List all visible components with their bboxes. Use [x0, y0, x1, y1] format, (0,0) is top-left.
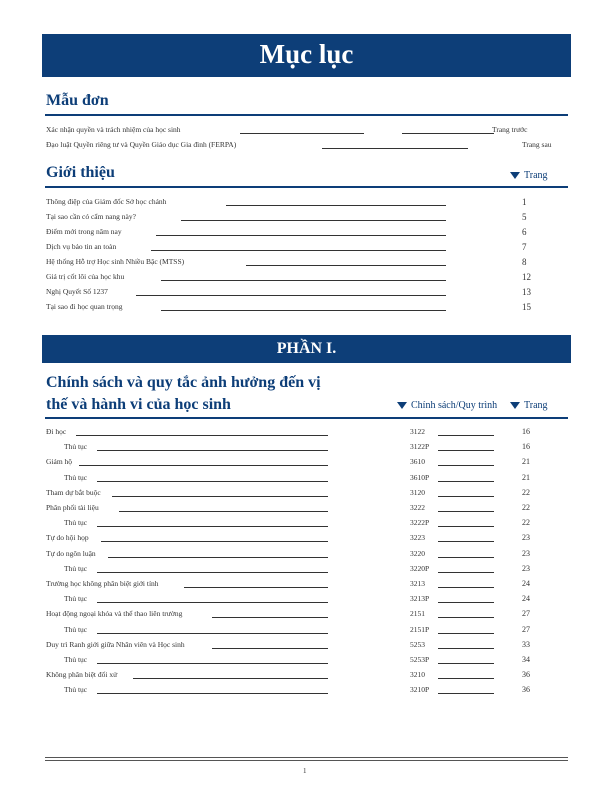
policy-page: 33: [522, 640, 530, 649]
intro-row-label: Hệ thống Hỗ trợ Học sinh Nhiều Bậc (MTSS): [46, 257, 185, 266]
policy-code: 3213P: [410, 594, 430, 603]
policy-row[interactable]: [46, 684, 566, 696]
policy-row-label: Phân phối tài liệu: [46, 503, 99, 512]
policy-code: 3210P: [410, 685, 430, 694]
part1-banner: [42, 335, 571, 363]
forms-row[interactable]: [46, 124, 566, 136]
leader-line: [438, 617, 494, 618]
leader-line: [438, 481, 494, 482]
leader-line: [101, 541, 328, 542]
leader-line: [136, 295, 446, 296]
policy-code: 3223: [410, 533, 425, 542]
policy-row-label: Tham dự bắt buộc: [46, 488, 101, 497]
leader-line: [112, 496, 328, 497]
forms-row-page: Trang trước: [492, 125, 528, 134]
leader-line: [226, 205, 446, 206]
leader-line: [97, 526, 328, 527]
policy-code: 2151: [410, 609, 425, 618]
policy-row[interactable]: [46, 578, 566, 590]
policy-row[interactable]: [46, 456, 566, 468]
intro-divider: [45, 186, 568, 188]
policy-page: 22: [522, 503, 530, 512]
policy-page: 23: [522, 549, 530, 558]
policy-page: 22: [522, 488, 530, 497]
leader-line: [184, 587, 328, 588]
policy-page: 36: [522, 685, 530, 694]
intro-row-label: Thông điệp của Giám đốc Sở học chánh: [46, 197, 167, 206]
policy-row-label: Không phân biệt đối xử: [46, 670, 118, 679]
forms-row-label: Xác nhận quyền và trách nhiệm của học sinh: [46, 125, 181, 134]
leader-line: [438, 496, 494, 497]
leader-line: [151, 250, 446, 251]
policy-row[interactable]: [46, 426, 566, 438]
policy-row[interactable]: [46, 624, 566, 636]
forms-heading: Mẫu đơn: [46, 92, 109, 109]
policy-code: 5253P: [410, 655, 430, 664]
leader-line: [438, 541, 494, 542]
policy-row[interactable]: [46, 548, 566, 560]
policy-row[interactable]: [46, 532, 566, 544]
leader-line: [438, 450, 494, 451]
intro-row[interactable]: [46, 286, 566, 298]
policy-code: 5253: [410, 640, 425, 649]
policy-page: 23: [522, 564, 530, 573]
policy-procedure-label: Thủ tục: [64, 685, 88, 694]
leader-line: [79, 465, 328, 466]
intro-row-page: 5: [522, 212, 527, 222]
policy-page: 21: [522, 473, 530, 482]
intro-row-page: 15: [522, 302, 531, 312]
policy-procedure-label: Thủ tục: [64, 518, 88, 527]
leader-line: [181, 220, 446, 221]
leader-line: [438, 602, 494, 603]
policy-procedure-label: Thủ tục: [64, 655, 88, 664]
policy-code: 3120: [410, 488, 425, 497]
part1-heading-line1: Chính sách và quy tắc ảnh hưởng đến vị: [46, 374, 321, 391]
policy-row-label: Hoạt động ngoại khóa và thể thao liên trường: [46, 609, 183, 618]
page-number: 1: [303, 767, 307, 775]
leader-line: [438, 587, 494, 588]
leader-line: [108, 557, 328, 558]
policy-row-label: Đi học: [46, 427, 67, 436]
part1-banner-label: PHẦN I.: [276, 340, 337, 357]
policy-procedure-label: Thủ tục: [64, 442, 88, 451]
policy-row[interactable]: [46, 487, 566, 499]
policy-code: 3610P: [410, 473, 430, 482]
policy-page: 16: [522, 427, 530, 436]
leader-line: [246, 265, 446, 266]
leader-line: [119, 511, 328, 512]
leader-line: [212, 648, 328, 649]
policy-page: 22: [522, 518, 530, 527]
policy-col: [397, 400, 497, 411]
intro-row-page: 6: [522, 227, 527, 237]
intro-row-label: Nghị Quyết Số 1237: [46, 287, 108, 296]
part1-heading: [46, 372, 346, 416]
policy-row-label: Duy trì Ranh giới giữa Nhân viên và Học sinh: [46, 640, 185, 649]
title-banner: [42, 34, 571, 77]
intro-row-label: Điểm mới trong năm nay: [46, 227, 122, 236]
leader-line: [438, 663, 494, 664]
intro-row[interactable]: [46, 196, 566, 208]
policy-procedure-label: Thủ tục: [64, 594, 88, 603]
intro-heading: Giới thiệu: [46, 164, 115, 181]
policy-code: 2151P: [410, 625, 430, 634]
triangle-down-icon: [397, 402, 407, 409]
policy-row-label: Trường học không phân biệt giới tính: [46, 579, 159, 588]
leader-line: [97, 481, 328, 482]
leader-line: [438, 648, 494, 649]
policy-page: 34: [522, 655, 530, 664]
policy-row[interactable]: [46, 669, 566, 681]
leader-line: [438, 465, 494, 466]
forms-row-page: Trang sau: [522, 140, 552, 149]
policy-row[interactable]: [46, 654, 566, 666]
intro-row-label: Tại sao đi học quan trọng: [46, 302, 123, 311]
policy-code: 3122: [410, 427, 425, 436]
leader-line: [438, 511, 494, 512]
leader-line: [212, 617, 328, 618]
part1-divider: [45, 417, 568, 419]
intro-row[interactable]: [46, 301, 566, 313]
policy-col-label: Chính sách/Quy trình: [411, 400, 498, 411]
policy-row[interactable]: [46, 472, 566, 484]
leader-line: [438, 633, 494, 634]
policy-row-label: Tự do ngôn luận: [46, 549, 96, 558]
leader-line: [402, 133, 494, 134]
leader-line: [97, 450, 328, 451]
triangle-down-icon: [510, 402, 520, 409]
policy-page: 27: [522, 625, 530, 634]
policy-code: 3220: [410, 549, 425, 558]
policy-page: 24: [522, 579, 530, 588]
leader-line: [97, 693, 328, 694]
intro-row-page: 1: [522, 197, 527, 207]
policy-row-label: Tự do hội họp: [46, 533, 89, 542]
policy-page: 21: [522, 457, 530, 466]
policy-row[interactable]: [46, 639, 566, 651]
footer-divider-top: [45, 757, 568, 758]
intro-row-label: Tại sao cần có cẩm nang này?: [46, 212, 136, 221]
policy-row[interactable]: [46, 563, 566, 575]
intro-row[interactable]: [46, 211, 566, 223]
leader-line: [438, 526, 494, 527]
leader-line: [438, 557, 494, 558]
forms-divider: [45, 114, 568, 116]
part1-page-col: [510, 400, 548, 411]
page-title: Mục lục: [259, 39, 354, 69]
policy-row[interactable]: [46, 502, 566, 514]
intro-row-label: Dịch vụ bảo tin an toàn: [46, 242, 117, 251]
leader-line: [322, 148, 468, 149]
policy-page: 36: [522, 670, 530, 679]
intro-row[interactable]: [46, 256, 566, 268]
intro-row-page: 12: [522, 272, 531, 282]
policy-page: 24: [522, 594, 530, 603]
policy-code: 3220P: [410, 564, 430, 573]
policy-row[interactable]: [46, 517, 566, 529]
part1-page-col-label: Trang: [524, 400, 548, 411]
policy-code: 3213: [410, 579, 425, 588]
intro-row-page: 7: [522, 242, 527, 252]
intro-row-label: Giá trị cốt lõi của học khu: [46, 272, 125, 281]
intro-page-col: [510, 170, 548, 181]
intro-row[interactable]: [46, 241, 566, 253]
leader-line: [161, 310, 446, 311]
footer-divider-bottom: [45, 760, 568, 761]
policy-row-label: Giám hộ: [46, 457, 73, 466]
policy-procedure-label: Thủ tục: [64, 564, 88, 573]
policy-row[interactable]: [46, 441, 566, 453]
leader-line: [97, 633, 328, 634]
leader-line: [76, 435, 328, 436]
policy-row[interactable]: [46, 593, 566, 605]
leader-line: [240, 133, 364, 134]
policy-procedure-label: Thủ tục: [64, 625, 88, 634]
policy-code: 3222: [410, 503, 425, 512]
leader-line: [97, 602, 328, 603]
forms-row[interactable]: [46, 139, 566, 151]
triangle-down-icon: [510, 172, 520, 179]
part1-heading-line2: thế và hành vi của học sinh: [46, 396, 231, 413]
leader-line: [438, 693, 494, 694]
intro-row-page: 13: [522, 287, 531, 297]
leader-line: [438, 435, 494, 436]
policy-row[interactable]: [46, 608, 566, 620]
policy-page: 27: [522, 609, 530, 618]
policy-procedure-label: Thủ tục: [64, 473, 88, 482]
leader-line: [97, 572, 328, 573]
policy-code: 3122P: [410, 442, 430, 451]
intro-row-page: 8: [522, 257, 527, 267]
policy-code: 3610: [410, 457, 425, 466]
leader-line: [438, 678, 494, 679]
intro-row[interactable]: [46, 271, 566, 283]
leader-line: [133, 678, 328, 679]
leader-line: [438, 572, 494, 573]
intro-row[interactable]: [46, 226, 566, 238]
leader-line: [161, 280, 446, 281]
policy-code: 3222P: [410, 518, 430, 527]
leader-line: [156, 235, 446, 236]
policy-code: 3210: [410, 670, 425, 679]
leader-line: [97, 663, 328, 664]
forms-row-label: Đạo luật Quyền riêng tư và Quyền Giáo dục Gia đình (FERPA): [46, 140, 237, 149]
policy-page: 23: [522, 533, 530, 542]
policy-page: 16: [522, 442, 530, 451]
intro-page-col-label: Trang: [524, 170, 548, 181]
